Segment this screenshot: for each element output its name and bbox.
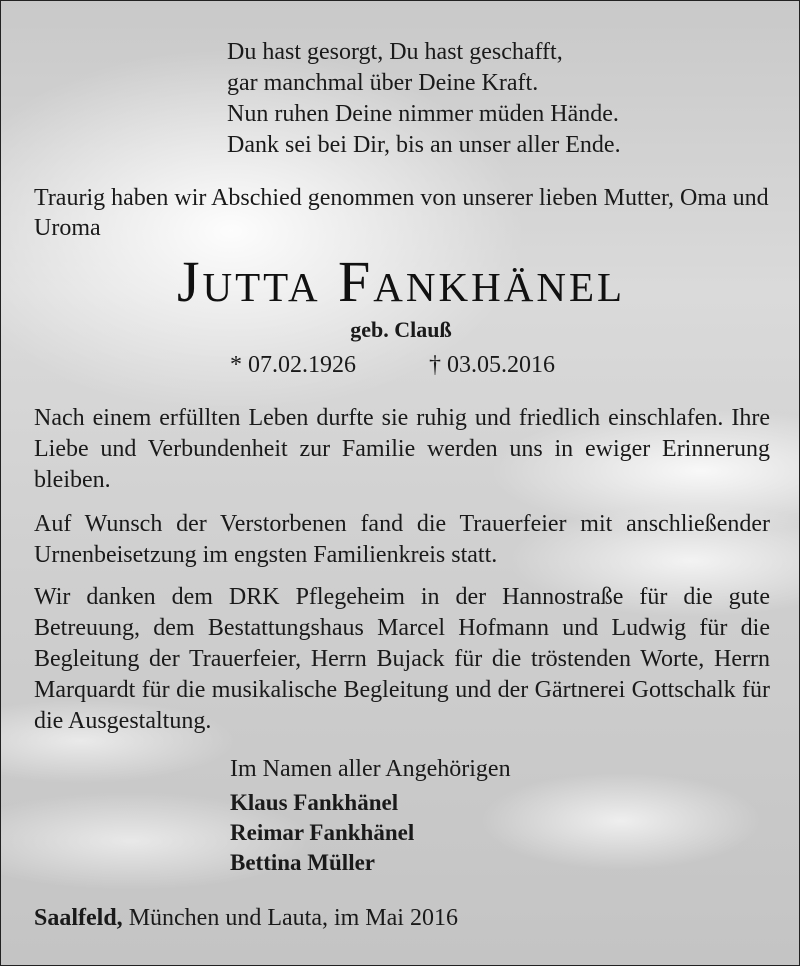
poem-line: Dank sei bei Dir, bis an unser aller Ende. xyxy=(227,132,621,158)
poem-line: Nun ruhen Deine nimmer müden Hände. xyxy=(227,101,619,127)
signers-list xyxy=(230,788,414,878)
intro-text: Traurig haben wir Abschied genommen von unserer lieben Mutter, Oma und Uroma xyxy=(34,185,769,241)
place-city: Saalfeld, xyxy=(34,905,123,931)
poem-line: gar manchmal über Deine Kraft. xyxy=(227,70,539,96)
signer-name: Bettina Müller xyxy=(230,850,375,875)
place-and-date xyxy=(34,903,458,933)
birth-name: geb. Clauß xyxy=(350,317,452,342)
paragraph-farewell: Nach einem erfüllten Leben durfte sie ruhig und friedlich einschlafen. Ihre Liebe und Verbundenheit zur Familie werden uns in ewiger Erinnerung bleiben. xyxy=(34,405,770,493)
paragraph-funeral: Auf Wunsch der Verstorbenen fand die Trauerfeier mit anschließender Urnenbeisetzung im engsten Familienkreis statt. xyxy=(34,511,770,568)
place-rest: München und Lauta, im Mai 2016 xyxy=(122,905,458,931)
deceased-name: Jutta Fankhänel xyxy=(176,249,626,314)
death-date: † 03.05.2016 xyxy=(429,352,555,378)
poem xyxy=(227,37,621,161)
paragraph-thanks: Wir danken dem DRK Pflegeheim in der Hannostraße für die gute Betreuung, dem Bestattungshaus Marcel Hofmann und Ludwig für die Begleitung der Trauerfeier, Herrn Bujack für die tröstenden Worte, Herrn Marquardt für die musikalische Begleitung und der Gärtnerei Gottschalk für die Ausgestaltung. xyxy=(34,584,770,734)
poem-line: Du hast gesorgt, Du hast geschafft, xyxy=(227,39,563,65)
signer-name: Reimar Fankhänel xyxy=(230,820,415,845)
birth-date: * 07.02.1926 xyxy=(230,352,356,378)
signer-name: Klaus Fankhänel xyxy=(230,790,399,815)
signoff: Im Namen aller Angehörigen xyxy=(230,756,511,782)
